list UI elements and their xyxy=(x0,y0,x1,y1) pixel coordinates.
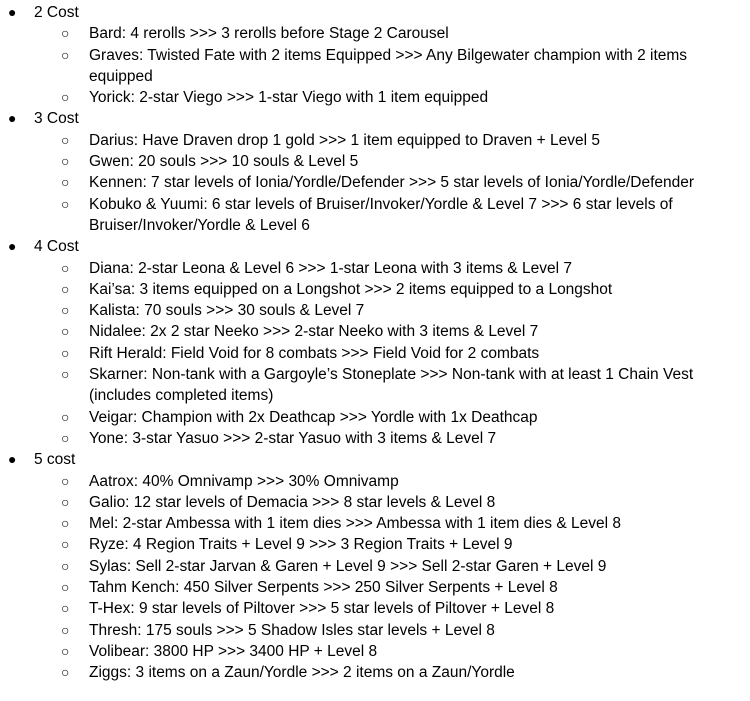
change-text: Graves: Twisted Fate with 2 items Equipped >>> Any Bilgewater champion with 2 items equipped xyxy=(89,46,688,85)
list-item xyxy=(0,534,750,555)
hollow-bullet-icon: ○ xyxy=(61,25,70,42)
change-text: Kalista: 70 souls >>> 30 souls & Level 7 xyxy=(89,302,365,320)
change-text: Yorick: 2-star Viego >>> 1-star Viego with 1 item equipped xyxy=(89,89,489,107)
list-item xyxy=(0,300,750,321)
list-item xyxy=(0,130,750,151)
list-item xyxy=(0,364,750,407)
hollow-bullet-icon: ○ xyxy=(61,429,70,446)
filled-bullet-icon: ● xyxy=(8,451,17,468)
list-item xyxy=(0,321,750,342)
hollow-bullet-icon: ○ xyxy=(61,259,70,276)
change-text: Tahm Kench: 450 Silver Serpents >>> 250 Silver Serpents + Level 8 xyxy=(89,579,558,597)
cost-tier-title: 2 Cost xyxy=(34,4,79,21)
list-item xyxy=(0,343,750,364)
list-item xyxy=(0,428,750,449)
hollow-bullet-icon: ○ xyxy=(61,195,70,212)
change-text: Aatrox: 40% Omnivamp >>> 30% Omnivamp xyxy=(89,472,399,490)
change-text: Sylas: Sell 2-star Jarvan & Garen + Level 9 >>> Sell 2-star Garen + Level 9 xyxy=(89,557,607,575)
hollow-bullet-icon: ○ xyxy=(61,46,70,63)
champion-change-list xyxy=(0,130,750,236)
list-item xyxy=(0,577,750,598)
cost-tier-list xyxy=(0,2,750,684)
list-item xyxy=(0,87,750,108)
hollow-bullet-icon: ○ xyxy=(61,302,70,319)
change-text: Volibear: 3800 HP >>> 3400 HP + Level 8 xyxy=(89,642,378,660)
hollow-bullet-icon: ○ xyxy=(61,664,70,681)
cost-tier-heading xyxy=(0,449,750,470)
change-text: Rift Herald: Field Void for 8 combats >>> Field Void for 2 combats xyxy=(89,344,540,362)
change-text: Galio: 12 star levels of Demacia >>> 8 star levels & Level 8 xyxy=(89,493,496,511)
list-item xyxy=(0,556,750,577)
cost-tier-title: 3 Cost xyxy=(34,110,79,128)
hollow-bullet-icon: ○ xyxy=(61,557,70,574)
change-text: Kennen: 7 star levels of Ionia/Yordle/Defender >>> 5 star levels of Ionia/Yordle/Defender xyxy=(89,174,695,192)
champion-change-list xyxy=(0,23,750,108)
list-item xyxy=(0,407,750,428)
change-text: Kai’sa: 3 items equipped on a Longshot >>> 2 items equipped to a Longshot xyxy=(89,280,613,298)
list-item xyxy=(0,641,750,662)
list-item xyxy=(0,151,750,172)
hollow-bullet-icon: ○ xyxy=(61,515,70,532)
list-item xyxy=(0,258,750,279)
hollow-bullet-icon: ○ xyxy=(61,621,70,638)
change-text: Skarner: Non-tank with a Gargoyle’s Stoneplate >>> Non-tank with at least 1 Chain Vest (includes completed items) xyxy=(89,366,694,405)
champion-change-list xyxy=(0,471,750,684)
list-item xyxy=(0,45,750,88)
list-item xyxy=(0,279,750,300)
hollow-bullet-icon: ○ xyxy=(61,600,70,617)
hollow-bullet-icon: ○ xyxy=(61,472,70,489)
cost-tier-section xyxy=(0,449,750,683)
cost-tier-section xyxy=(0,2,750,108)
list-item xyxy=(0,492,750,513)
hollow-bullet-icon: ○ xyxy=(61,344,70,361)
list-item xyxy=(0,620,750,641)
cost-tier-title: 5 cost xyxy=(34,451,76,469)
hollow-bullet-icon: ○ xyxy=(61,153,70,170)
champion-change-list xyxy=(0,258,750,450)
list-item xyxy=(0,598,750,619)
cost-tier-heading xyxy=(0,236,750,257)
hollow-bullet-icon: ○ xyxy=(61,579,70,596)
hollow-bullet-icon: ○ xyxy=(61,366,70,383)
list-item xyxy=(0,194,750,237)
change-text: Kobuko & Yuumi: 6 star levels of Bruiser/Invoker/Yordle & Level 7 >>> 6 star levels of Bruiser/Invoker/Yordle & Level 6 xyxy=(89,195,673,234)
change-text: Mel: 2-star Ambessa with 1 item dies >>> Ambessa with 1 item dies & Level 8 xyxy=(89,515,621,533)
hollow-bullet-icon: ○ xyxy=(61,89,70,106)
cost-tier-title: 4 Cost xyxy=(34,238,79,256)
cost-tier-heading xyxy=(0,108,750,129)
hollow-bullet-icon: ○ xyxy=(61,131,70,148)
change-text: Yone: 3-star Yasuo >>> 2-star Yasuo with 3 items & Level 7 xyxy=(89,429,497,447)
change-text: T-Hex: 9 star levels of Piltover >>> 5 star levels of Piltover + Level 8 xyxy=(89,600,555,618)
hollow-bullet-icon: ○ xyxy=(61,174,70,191)
hollow-bullet-icon: ○ xyxy=(61,323,70,340)
change-text: Diana: 2-star Leona & Level 6 >>> 1-star Leona with 3 items & Level 7 xyxy=(89,259,572,277)
hollow-bullet-icon: ○ xyxy=(61,493,70,510)
cost-tier-section xyxy=(0,108,750,236)
change-text: Bard: 4 rerolls >>> 3 rerolls before Stage 2 Carousel xyxy=(89,25,449,43)
cost-tier-section xyxy=(0,236,750,449)
filled-bullet-icon: ● xyxy=(8,238,17,255)
change-text: Nidalee: 2x 2 star Neeko >>> 2-star Neeko with 3 items & Level 7 xyxy=(89,323,539,341)
change-text: Gwen: 20 souls >>> 10 souls & Level 5 xyxy=(89,153,359,171)
cost-tier-heading xyxy=(0,2,750,23)
hollow-bullet-icon: ○ xyxy=(61,642,70,659)
hollow-bullet-icon: ○ xyxy=(61,536,70,553)
hollow-bullet-icon: ○ xyxy=(61,280,70,297)
list-item xyxy=(0,172,750,193)
list-item xyxy=(0,662,750,683)
change-text: Thresh: 175 souls >>> 5 Shadow Isles star levels + Level 8 xyxy=(89,621,495,639)
change-text: Veigar: Champion with 2x Deathcap >>> Yordle with 1x Deathcap xyxy=(89,408,538,426)
list-item xyxy=(0,513,750,534)
hollow-bullet-icon: ○ xyxy=(61,408,70,425)
change-text: Ryze: 4 Region Traits + Level 9 >>> 3 Region Traits + Level 9 xyxy=(89,536,513,554)
filled-bullet-icon: ● xyxy=(8,110,17,127)
change-text: Darius: Have Draven drop 1 gold >>> 1 item equipped to Draven + Level 5 xyxy=(89,131,600,149)
change-text: Ziggs: 3 items on a Zaun/Yordle >>> 2 items on a Zaun/Yordle xyxy=(89,664,515,682)
filled-bullet-icon: ● xyxy=(8,4,17,20)
list-item xyxy=(0,23,750,44)
list-item xyxy=(0,471,750,492)
